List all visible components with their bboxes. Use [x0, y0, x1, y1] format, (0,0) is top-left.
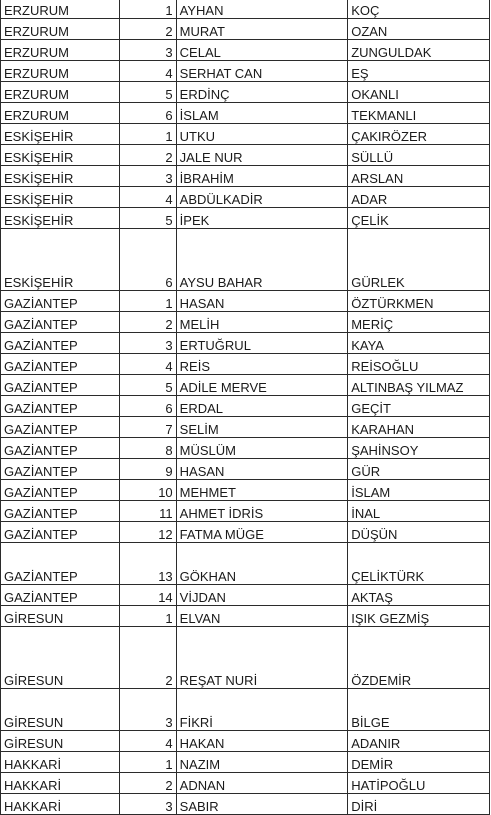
cell-surname[interactable]: ADANIR — [348, 731, 490, 752]
cell-order-number[interactable]: 9 — [120, 459, 177, 480]
cell-first-name[interactable]: ERTUĞRUL — [176, 333, 348, 354]
cell-first-name[interactable]: ADNAN — [176, 773, 348, 794]
cell-order-number[interactable]: 1 — [120, 0, 177, 19]
cell-first-name[interactable]: MEHMET — [176, 480, 348, 501]
cell-order-number[interactable]: 14 — [120, 585, 177, 606]
cell-first-name[interactable]: HASAN — [176, 291, 348, 312]
cell-first-name[interactable]: REİS — [176, 354, 348, 375]
table-row — [1, 0, 490, 19]
table-row — [1, 187, 490, 208]
cell-province[interactable]: ERZURUM — [1, 103, 120, 124]
cell-surname[interactable]: OKANLI — [348, 82, 490, 103]
cell-first-name[interactable]: İSLAM — [176, 103, 348, 124]
table-row — [1, 396, 490, 417]
table-row — [1, 19, 490, 40]
table-row — [1, 480, 490, 501]
cell-first-name[interactable]: HASAN — [176, 459, 348, 480]
cell-province[interactable]: GAZİANTEP — [1, 396, 120, 417]
cell-first-name[interactable]: ELVAN — [176, 606, 348, 627]
cell-first-name[interactable]: AYSU BAHAR — [176, 229, 348, 291]
cell-province[interactable]: GAZİANTEP — [1, 585, 120, 606]
cell-surname[interactable]: KOÇ — [348, 0, 490, 19]
cell-province[interactable]: ESKİŞEHİR — [1, 145, 120, 166]
cell-province[interactable]: GAZİANTEP — [1, 312, 120, 333]
cell-order-number[interactable]: 13 — [120, 543, 177, 585]
cell-surname[interactable]: GÜRLEK — [348, 229, 490, 291]
table-row — [1, 354, 490, 375]
cell-order-number[interactable]: 6 — [120, 229, 177, 291]
cell-province[interactable]: GAZİANTEP — [1, 333, 120, 354]
table-row — [1, 375, 490, 396]
cell-province[interactable]: ERZURUM — [1, 61, 120, 82]
cell-province[interactable]: GİRESUN — [1, 606, 120, 627]
cell-first-name[interactable]: FİKRİ — [176, 689, 348, 731]
table-row — [1, 501, 490, 522]
cell-province[interactable]: GAZİANTEP — [1, 543, 120, 585]
cell-order-number[interactable]: 6 — [120, 396, 177, 417]
cell-order-number[interactable]: 4 — [120, 187, 177, 208]
cell-first-name[interactable]: SELİM — [176, 417, 348, 438]
cell-order-number[interactable]: 2 — [120, 145, 177, 166]
cell-first-name[interactable]: SABIR — [176, 794, 348, 815]
cell-first-name[interactable]: UTKU — [176, 124, 348, 145]
table-row — [1, 773, 490, 794]
table-row — [1, 312, 490, 333]
cell-surname[interactable]: ŞAHİNSOY — [348, 438, 490, 459]
cell-first-name[interactable]: MURAT — [176, 19, 348, 40]
cell-order-number[interactable]: 5 — [120, 375, 177, 396]
cell-order-number[interactable]: 1 — [120, 606, 177, 627]
cell-order-number[interactable]: 3 — [120, 794, 177, 815]
cell-first-name[interactable]: İBRAHİM — [176, 166, 348, 187]
cell-province[interactable]: GAZİANTEP — [1, 417, 120, 438]
table-row — [1, 103, 490, 124]
cell-order-number[interactable]: 12 — [120, 522, 177, 543]
cell-first-name[interactable]: HAKAN — [176, 731, 348, 752]
table-row — [1, 585, 490, 606]
cell-surname[interactable]: GÜR — [348, 459, 490, 480]
cell-order-number[interactable]: 3 — [120, 333, 177, 354]
table-row — [1, 333, 490, 354]
table-row — [1, 40, 490, 61]
cell-province[interactable]: GAZİANTEP — [1, 522, 120, 543]
cell-order-number[interactable]: 11 — [120, 501, 177, 522]
table-row — [1, 606, 490, 627]
table-row — [1, 291, 490, 312]
cell-surname[interactable]: ÖZDEMİR — [348, 627, 490, 689]
table-row — [1, 543, 490, 585]
cell-first-name[interactable]: SERHAT CAN — [176, 61, 348, 82]
cell-first-name[interactable]: NAZIM — [176, 752, 348, 773]
table-row — [1, 459, 490, 480]
cell-surname[interactable]: OZAN — [348, 19, 490, 40]
table-row — [1, 82, 490, 103]
cell-first-name[interactable]: MÜSLÜM — [176, 438, 348, 459]
cell-order-number[interactable]: 4 — [120, 731, 177, 752]
cell-first-name[interactable]: REŞAT NURİ — [176, 627, 348, 689]
cell-first-name[interactable]: GÖKHAN — [176, 543, 348, 585]
cell-surname[interactable]: KARAHAN — [348, 417, 490, 438]
cell-order-number[interactable]: 1 — [120, 291, 177, 312]
table-row — [1, 752, 490, 773]
cell-surname[interactable]: İSLAM — [348, 480, 490, 501]
cell-province[interactable]: ESKİŞEHİR — [1, 229, 120, 291]
cell-order-number[interactable]: 4 — [120, 61, 177, 82]
cell-surname[interactable]: GEÇİT — [348, 396, 490, 417]
cell-surname[interactable]: ÖZTÜRKMEN — [348, 291, 490, 312]
cell-first-name[interactable]: ERDAL — [176, 396, 348, 417]
cell-first-name[interactable]: AYHAN — [176, 0, 348, 19]
cell-province[interactable]: HAKKARİ — [1, 773, 120, 794]
table-row — [1, 208, 490, 229]
cell-surname[interactable]: DEMİR — [348, 752, 490, 773]
cell-order-number[interactable]: 10 — [120, 480, 177, 501]
cell-order-number[interactable]: 2 — [120, 773, 177, 794]
cell-province[interactable]: ERZURUM — [1, 82, 120, 103]
cell-order-number[interactable]: 3 — [120, 689, 177, 731]
cell-order-number[interactable]: 8 — [120, 438, 177, 459]
cell-order-number[interactable]: 2 — [120, 627, 177, 689]
cell-province[interactable]: GAZİANTEP — [1, 354, 120, 375]
cell-first-name[interactable]: ERDİNÇ — [176, 82, 348, 103]
cell-surname[interactable]: EŞ — [348, 61, 490, 82]
cell-surname[interactable]: MERİÇ — [348, 312, 490, 333]
table-row — [1, 166, 490, 187]
cell-province[interactable]: ERZURUM — [1, 0, 120, 19]
cell-surname[interactable]: ALTINBAŞ YILMAZ — [348, 375, 490, 396]
table-row — [1, 438, 490, 459]
cell-surname[interactable]: DÜŞÜN — [348, 522, 490, 543]
cell-province[interactable]: ERZURUM — [1, 40, 120, 61]
cell-province[interactable]: GAZİANTEP — [1, 459, 120, 480]
cell-surname[interactable]: TEKMANLI — [348, 103, 490, 124]
cell-province[interactable]: ESKİŞEHİR — [1, 187, 120, 208]
table-row — [1, 124, 490, 145]
cell-surname[interactable]: IŞIK GEZMİŞ — [348, 606, 490, 627]
cell-surname[interactable]: ÇAKIRÖZER — [348, 124, 490, 145]
cell-province[interactable]: GAZİANTEP — [1, 375, 120, 396]
cell-order-number[interactable]: 7 — [120, 417, 177, 438]
cell-order-number[interactable]: 1 — [120, 124, 177, 145]
table-row — [1, 61, 490, 82]
table-row — [1, 417, 490, 438]
cell-province[interactable]: ESKİŞEHİR — [1, 208, 120, 229]
table-row — [1, 627, 490, 689]
cell-surname[interactable]: AKTAŞ — [348, 585, 490, 606]
cell-first-name[interactable]: İPEK — [176, 208, 348, 229]
cell-surname[interactable]: HATİPOĞLU — [348, 773, 490, 794]
table-row — [1, 145, 490, 166]
cell-first-name[interactable]: VİJDAN — [176, 585, 348, 606]
cell-province[interactable]: ESKİŞEHİR — [1, 124, 120, 145]
table-row — [1, 731, 490, 752]
cell-order-number[interactable]: 5 — [120, 82, 177, 103]
cell-order-number[interactable]: 4 — [120, 354, 177, 375]
cell-surname[interactable]: DİRİ — [348, 794, 490, 815]
table-row — [1, 689, 490, 731]
cell-order-number[interactable]: 3 — [120, 40, 177, 61]
cell-surname[interactable]: ARSLAN — [348, 166, 490, 187]
cell-first-name[interactable]: CELAL — [176, 40, 348, 61]
cell-first-name[interactable]: ABDÜLKADİR — [176, 187, 348, 208]
cell-surname[interactable]: KAYA — [348, 333, 490, 354]
cell-first-name[interactable]: MELİH — [176, 312, 348, 333]
cell-order-number[interactable]: 5 — [120, 208, 177, 229]
cell-order-number[interactable]: 3 — [120, 166, 177, 187]
cell-first-name[interactable]: JALE NUR — [176, 145, 348, 166]
cell-province[interactable]: GAZİANTEP — [1, 501, 120, 522]
cell-surname[interactable]: BİLGE — [348, 689, 490, 731]
cell-surname[interactable]: ÇELİKTÜRK — [348, 543, 490, 585]
cell-order-number[interactable]: 2 — [120, 312, 177, 333]
cell-surname[interactable]: SÜLLÜ — [348, 145, 490, 166]
cell-province[interactable]: GAZİANTEP — [1, 291, 120, 312]
cell-order-number[interactable]: 1 — [120, 752, 177, 773]
cell-province[interactable]: GİRESUN — [1, 689, 120, 731]
cell-province[interactable]: GAZİANTEP — [1, 438, 120, 459]
table-row — [1, 794, 490, 815]
cell-province[interactable]: GİRESUN — [1, 627, 120, 689]
cell-first-name[interactable]: AHMET İDRİS — [176, 501, 348, 522]
cell-surname[interactable]: ZUNGULDAK — [348, 40, 490, 61]
cell-province[interactable]: GAZİANTEP — [1, 480, 120, 501]
cell-surname[interactable]: İNAL — [348, 501, 490, 522]
cell-province[interactable]: HAKKARİ — [1, 794, 120, 815]
cell-surname[interactable]: ÇELİK — [348, 208, 490, 229]
cell-province[interactable]: ERZURUM — [1, 19, 120, 40]
table-row — [1, 522, 490, 543]
cell-order-number[interactable]: 2 — [120, 19, 177, 40]
cell-first-name[interactable]: FATMA MÜGE — [176, 522, 348, 543]
cell-province[interactable]: HAKKARİ — [1, 752, 120, 773]
cell-surname[interactable]: REİSOĞLU — [348, 354, 490, 375]
cell-first-name[interactable]: ADİLE MERVE — [176, 375, 348, 396]
cell-province[interactable]: ESKİŞEHİR — [1, 166, 120, 187]
table-body — [1, 0, 490, 815]
cell-province[interactable]: GİRESUN — [1, 731, 120, 752]
table-row — [1, 229, 490, 291]
cell-surname[interactable]: ADAR — [348, 187, 490, 208]
cell-order-number[interactable]: 6 — [120, 103, 177, 124]
